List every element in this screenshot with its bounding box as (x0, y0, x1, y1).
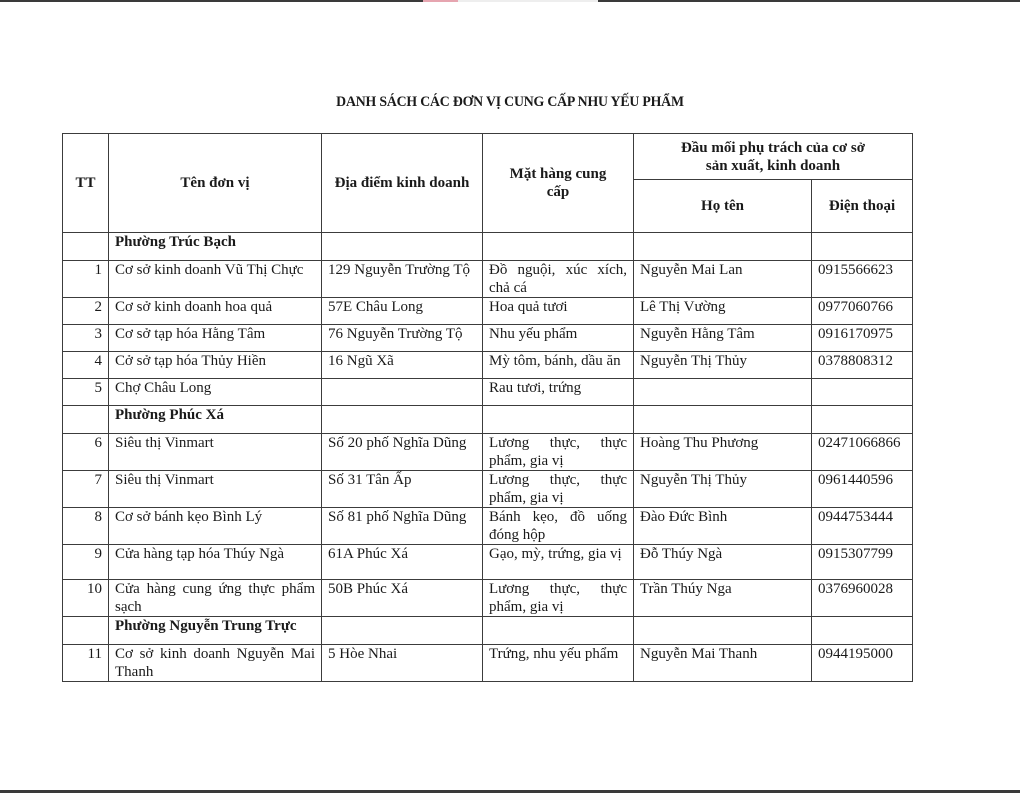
document-title: DANH SÁCH CÁC ĐƠN VỊ CUNG CẤP NHU YẾU PHẨM (336, 94, 684, 110)
header-goods: Mặt hàng cung cấp (483, 134, 634, 233)
unit-name: Cơ sở bánh kẹo Bình Lý (109, 508, 322, 545)
supplier-table (62, 133, 913, 682)
table-row (63, 580, 913, 617)
contact-name: Nguyễn Thị Thủy (634, 352, 812, 379)
contact-name: Trần Thúy Nga (634, 580, 812, 617)
tab-highlight (458, 0, 598, 2)
goods-supplied: Đồ nguội, xúc xích, chả cá (483, 261, 634, 298)
row-number: 5 (63, 379, 109, 406)
section-name: Phường Phúc Xá (109, 406, 322, 434)
phone-number: 0977060766 (812, 298, 913, 325)
phone-number: 0944753444 (812, 508, 913, 545)
row-number: 2 (63, 298, 109, 325)
contact-name: Hoàng Thu Phương (634, 434, 812, 471)
goods-supplied: Lương thực, thực phẩm, gia vị (483, 580, 634, 617)
header-phone: Điện thoại (812, 180, 913, 233)
header-tt: TT (63, 134, 109, 233)
header-contact-name: Họ tên (634, 180, 812, 233)
goods-supplied: Mỳ tôm, bánh, dầu ăn (483, 352, 634, 379)
goods-supplied: Lương thực, thực phẩm, gia vị (483, 471, 634, 508)
unit-name: Cở sở tạp hóa Thủy Hiền (109, 352, 322, 379)
unit-name: Cơ sở tạp hóa Hằng Tâm (109, 325, 322, 352)
unit-name: Cửa hàng tạp hóa Thúy Ngà (109, 545, 322, 580)
business-location: 129 Nguyễn Trường Tộ (322, 261, 483, 298)
table-row (63, 261, 913, 298)
row-number: 11 (63, 645, 109, 682)
phone-number: 02471066866 (812, 434, 913, 471)
phone-number: 0915566623 (812, 261, 913, 298)
contact-name: Nguyễn Hằng Tâm (634, 325, 812, 352)
section-row (63, 617, 913, 645)
goods-supplied: Rau tươi, trứng (483, 379, 634, 406)
unit-name: Chợ Châu Long (109, 379, 322, 406)
business-location: Số 31 Tân Ấp (322, 471, 483, 508)
section-name: Phường Nguyễn Trung Trực (109, 617, 322, 645)
row-number: 9 (63, 545, 109, 580)
goods-supplied: Lương thực, thực phẩm, gia vị (483, 434, 634, 471)
unit-name: Cơ sở kinh doanh hoa quả (109, 298, 322, 325)
business-location: Số 20 phố Nghĩa Dũng (322, 434, 483, 471)
row-number: 6 (63, 434, 109, 471)
section-name: Phường Trúc Bạch (109, 233, 322, 261)
business-location: 5 Hòe Nhai (322, 645, 483, 682)
goods-supplied: Trứng, nhu yếu phẩm (483, 645, 634, 682)
business-location: 16 Ngũ Xã (322, 352, 483, 379)
goods-supplied: Bánh kẹo, đồ uống đóng hộp (483, 508, 634, 545)
top-window-bar (0, 0, 1020, 2)
phone-number: 0961440596 (812, 471, 913, 508)
table-row (63, 508, 913, 545)
phone-number (812, 379, 913, 406)
contact-name: Đào Đức Bình (634, 508, 812, 545)
table-row (63, 471, 913, 508)
table-row (63, 545, 913, 580)
row-number: 8 (63, 508, 109, 545)
phone-number: 0378808312 (812, 352, 913, 379)
header-contact-group: Đầu mối phụ trách của cơ sở sản xuất, kinh doanh (634, 134, 913, 180)
business-location: Số 81 phố Nghĩa Dũng (322, 508, 483, 545)
goods-supplied: Hoa quả tươi (483, 298, 634, 325)
header-location: Địa điểm kinh doanh (322, 134, 483, 233)
contact-name: Đỗ Thúy Ngà (634, 545, 812, 580)
row-number: 3 (63, 325, 109, 352)
business-location (322, 379, 483, 406)
table-row (63, 352, 913, 379)
section-row (63, 406, 913, 434)
header-name: Tên đơn vị (109, 134, 322, 233)
row-number: 10 (63, 580, 109, 617)
row-number: 7 (63, 471, 109, 508)
contact-name: Lê Thị Vường (634, 298, 812, 325)
phone-number: 0376960028 (812, 580, 913, 617)
unit-name: Cơ sở kinh doanh Vũ Thị Chực (109, 261, 322, 298)
business-location: 50B Phúc Xá (322, 580, 483, 617)
goods-supplied: Gạo, mỳ, trứng, gia vị (483, 545, 634, 580)
section-row (63, 233, 913, 261)
tab-indicator (423, 0, 458, 2)
table-row (63, 298, 913, 325)
contact-name: Nguyễn Mai Thanh (634, 645, 812, 682)
contact-name: Nguyễn Thị Thủy (634, 471, 812, 508)
contact-name (634, 379, 812, 406)
business-location: 76 Nguyễn Trường Tộ (322, 325, 483, 352)
unit-name: Cửa hàng cung ứng thực phẩm sạch (109, 580, 322, 617)
contact-name: Nguyễn Mai Lan (634, 261, 812, 298)
phone-number: 0915307799 (812, 545, 913, 580)
phone-number: 0944195000 (812, 645, 913, 682)
phone-number: 0916170975 (812, 325, 913, 352)
table-row (63, 325, 913, 352)
table-row (63, 434, 913, 471)
unit-name: Siêu thị Vinmart (109, 434, 322, 471)
table-row (63, 645, 913, 682)
business-location: 61A Phúc Xá (322, 545, 483, 580)
table-row (63, 379, 913, 406)
row-number: 1 (63, 261, 109, 298)
unit-name: Cơ sở kinh doanh Nguyễn Mai Thanh (109, 645, 322, 682)
unit-name: Siêu thị Vinmart (109, 471, 322, 508)
row-number: 4 (63, 352, 109, 379)
goods-supplied: Nhu yếu phẩm (483, 325, 634, 352)
business-location: 57E Châu Long (322, 298, 483, 325)
